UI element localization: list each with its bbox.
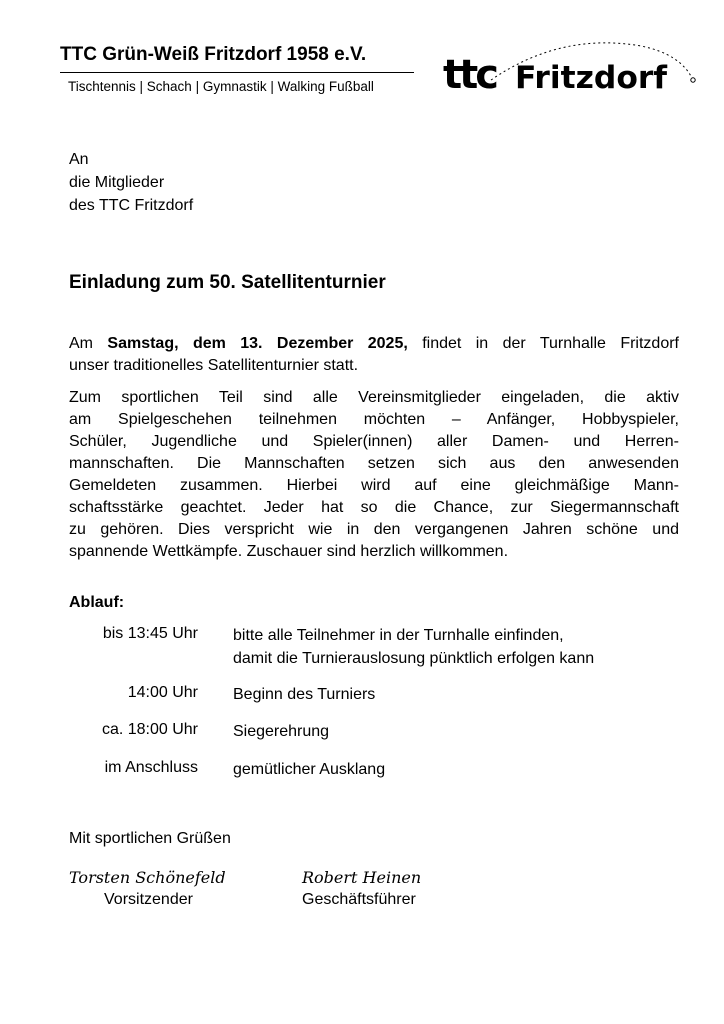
logo-ttc-text: ttc <box>443 52 496 96</box>
paragraph-line: zu gehören. Dies verspricht wie in den vergangenen Jahren schöne und <box>69 521 679 538</box>
event-date: Samstag, dem 13. Dezember 2025, <box>107 335 408 352</box>
paragraph-date <box>69 333 679 377</box>
schedule-time: im Anschluss <box>104 759 198 776</box>
schedule-desc: Beginn des Turniers <box>233 686 376 703</box>
signature-manager: Robert Heinen <box>302 868 422 887</box>
ping-pong-ball-icon <box>691 78 695 82</box>
paragraph-line: Schüler, Jugendliche und Spieler(innen) aller Damen- und Herren- <box>69 433 679 450</box>
club-subtitle: Tischtennis | Schach | Gymnastik | Walking Fußball <box>68 79 374 94</box>
logo-name-text: Fritzdorf <box>515 60 668 96</box>
schedule-desc <box>233 624 594 670</box>
signature-chairman: Torsten Schönefeld <box>69 868 226 887</box>
schedule-time: 14:00 Uhr <box>127 684 198 701</box>
role-chairman: Vorsitzender <box>104 891 193 908</box>
address-line-3: des TTC Fritzdorf <box>69 197 194 214</box>
header-divider <box>60 72 414 73</box>
schedule-time: bis 13:45 Uhr <box>102 625 198 642</box>
schedule-desc: Siegerehrung <box>233 723 330 740</box>
paragraph-line: spannende Wettkämpfe. Zuschauer sind herzlich willkommen. <box>69 543 509 560</box>
paragraph-line: mannschaften. Die Mannschaften setzen sich aus den anwesenden <box>69 455 679 472</box>
address-line-1: An <box>69 151 89 168</box>
club-logo <box>441 40 701 96</box>
paragraph-line: Gemeldeten zusammen. Hierbei wird auf eine gleichmäßige Mann- <box>69 477 679 494</box>
club-name: TTC Grün-Weiß Fritzdorf 1958 e.V. <box>60 44 367 65</box>
schedule-time: ca. 18:00 Uhr <box>101 721 198 738</box>
closing-greeting: Mit sportlichen Grüßen <box>69 830 231 847</box>
schedule-desc: gemütlicher Ausklang <box>233 761 386 778</box>
paragraph-description <box>69 387 679 563</box>
paragraph-date-prefix: Am <box>69 335 108 352</box>
address-line-2: die Mitglieder <box>69 174 165 191</box>
schedule-desc-line-2: damit die Turnierauslosung pünktlich erfolgen kann <box>233 650 595 667</box>
paragraph-line: am Spielgeschehen teilnehmen möchten – Anfänger, Hobbyspieler, <box>69 411 679 428</box>
schedule-heading: Ablauf: <box>69 594 125 611</box>
paragraph-date-line-2: unser traditionelles Satellitenturnier statt. <box>69 357 359 374</box>
paragraph-line: Zum sportlichen Teil sind alle Vereinsmitglieder eingeladen, die aktiv <box>69 389 679 406</box>
role-manager: Geschäftsführer <box>302 891 416 908</box>
paragraph-date-suffix: findet in der Turnhalle Fritzdorf <box>407 335 679 352</box>
schedule-desc-line-1: bitte alle Teilnehmer in der Turnhalle einfinden, <box>233 627 564 644</box>
paragraph-line: schaftsstärke geachtet. Jeder hat so die Chance, zur Siegermannschaft <box>69 499 679 516</box>
document-title: Einladung zum 50. Satellitenturnier <box>69 272 386 293</box>
paragraph-date-line-1 <box>69 333 679 355</box>
